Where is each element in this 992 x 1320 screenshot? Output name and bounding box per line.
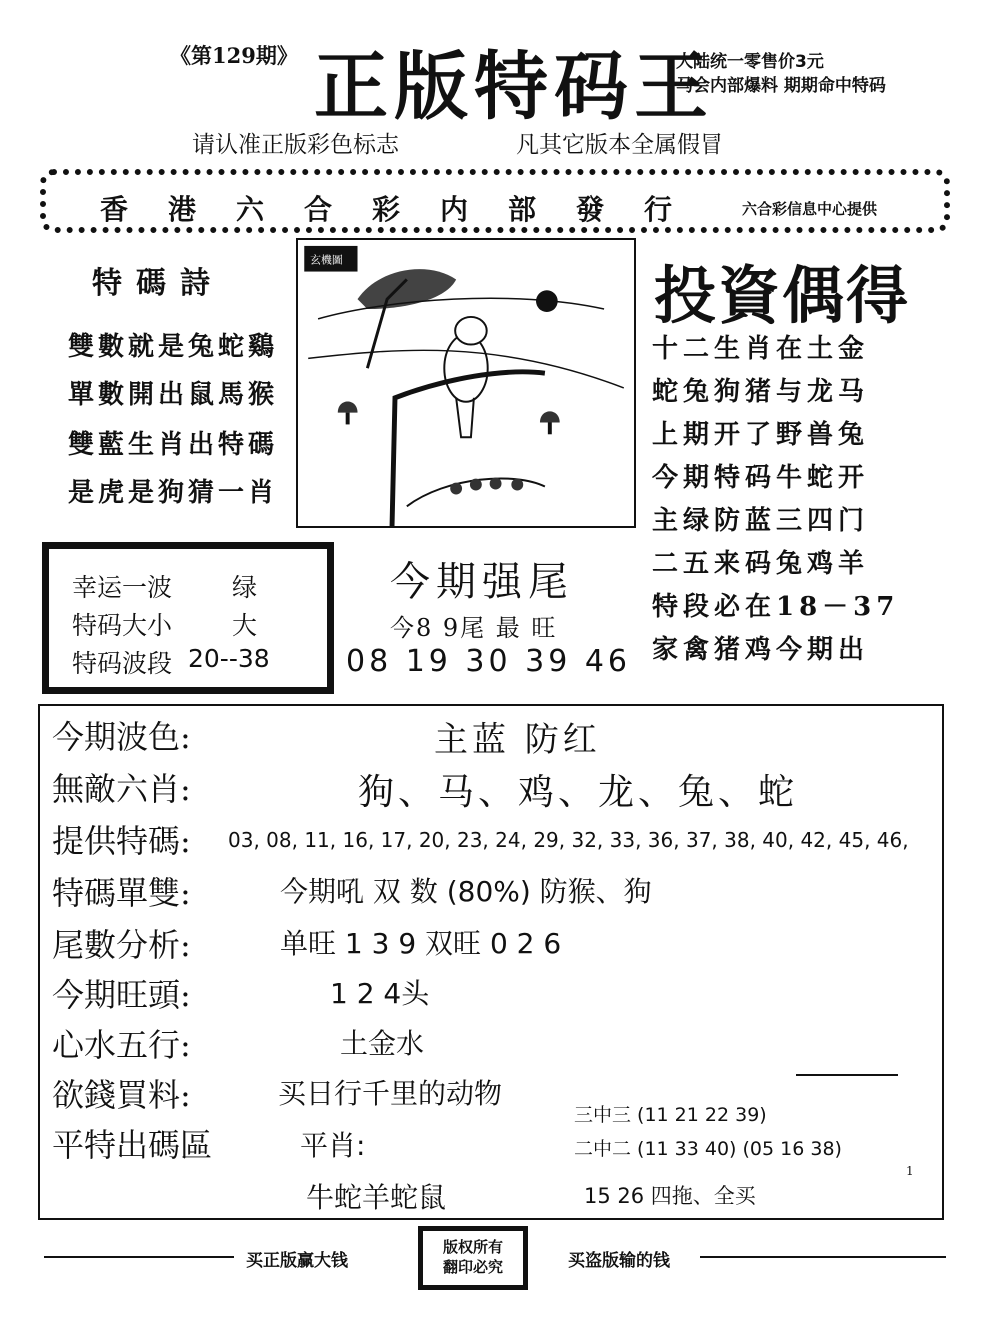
element-value: 土金水 xyxy=(340,1027,425,1060)
codes-value: 03, 08, 11, 16, 17, 20, 23, 24, 29, 32, 33, 36, 37, 38, 40, 42, 45, 46, xyxy=(228,828,909,852)
banner-text: 香港六合彩内部發行 xyxy=(100,193,713,226)
tail-label: 尾數分析: xyxy=(52,926,191,964)
bird-illustration xyxy=(298,240,634,526)
drag-combo: 15 26 四拖、全买 xyxy=(584,1184,756,1208)
bird-tail xyxy=(456,398,474,437)
wave-label: 今期波色: xyxy=(52,718,191,756)
poem-title: 特碼詩 xyxy=(92,266,224,301)
strong-tail-sub: 今8 9尾 最 旺 xyxy=(390,614,558,642)
odd-even-value: 今期吼 双 数 (80%) 防猴、狗 xyxy=(280,875,652,908)
notice-right: 凡其它版本全属假冒 xyxy=(516,132,723,158)
lucky-row xyxy=(72,568,258,604)
lucky-row xyxy=(72,606,258,642)
lucky-value: 20--38 xyxy=(188,644,270,673)
bird-head xyxy=(455,317,487,345)
riddle-picture xyxy=(296,238,636,528)
lucky-value: 大 xyxy=(232,611,258,640)
invest-line: 上期开了野兽兔 xyxy=(652,420,870,450)
price-info xyxy=(676,50,886,98)
six-zodiac-label: 無敵六肖: xyxy=(52,770,191,808)
footer-right-text: 买盗版输的钱 xyxy=(568,1251,670,1271)
footer-line-right xyxy=(700,1256,946,1258)
issue-number: 《第129期》 xyxy=(170,43,298,68)
footer-left-text: 买正版赢大钱 xyxy=(246,1251,348,1271)
footer-line-left xyxy=(44,1256,234,1258)
notice-left: 请认准正版彩色标志 xyxy=(192,132,399,158)
mushroom-right xyxy=(540,411,560,422)
invest-line: 今期特码牛蛇开 xyxy=(652,463,870,493)
divider-line xyxy=(796,1074,898,1076)
invest-line: 十二生肖在土金 xyxy=(652,334,870,364)
lucky-row xyxy=(72,644,270,680)
invest-line: 特段必在18－37 xyxy=(652,592,900,622)
lucky-label: 幸运一波 xyxy=(72,573,173,602)
banner-subtext: 六合彩信息中心提供 xyxy=(742,200,878,218)
element-label: 心水五行: xyxy=(52,1026,191,1064)
invest-line: 蛇兔狗猪与龙马 xyxy=(652,377,870,407)
price-line: 大陆统一零售价3元 xyxy=(676,52,824,72)
poem-line: 單數開出鼠馬猴 xyxy=(68,380,279,410)
poem-line: 雙數就是兔蛇鷄 xyxy=(68,332,279,362)
invest-line: 二五来码兔鸡羊 xyxy=(652,549,870,579)
copyright-line: 版权所有 xyxy=(442,1238,503,1256)
tail-value: 单旺 1 3 9 双旺 0 2 6 xyxy=(280,927,562,960)
copyright-line: 翻印必究 xyxy=(442,1258,503,1276)
invest-line: 家禽猪鸡今期出 xyxy=(652,635,870,665)
lucky-value: 绿 xyxy=(232,573,258,602)
flat-zodiac-label: 平肖: xyxy=(300,1129,366,1162)
picture-caption: 玄機圖 xyxy=(310,253,343,267)
small-mark: 1 xyxy=(906,1164,914,1178)
copyright-box xyxy=(418,1226,528,1290)
strong-tail-numbers: 08 19 30 39 46 xyxy=(346,644,632,679)
six-zodiac-value: 狗、马、鸡、龙、兔、蛇 xyxy=(358,772,799,813)
poem-line: 雙藍生肖出特碼 xyxy=(68,430,279,460)
head-label: 今期旺頭: xyxy=(52,976,191,1014)
mushroom-left xyxy=(338,401,358,412)
odd-even-label: 特碼單雙: xyxy=(52,874,191,912)
poem-line: 是虎是狗猜一肖 xyxy=(68,478,279,508)
lucky-label: 特码大小 xyxy=(72,611,173,640)
head-value: 1 2 4头 xyxy=(330,977,430,1010)
buy-value: 买日行千里的动物 xyxy=(278,1077,503,1110)
codes-label: 提供特碼: xyxy=(52,822,191,860)
two-in-two: 二中二 (11 33 40) (05 16 38) xyxy=(574,1138,842,1160)
slogan-line: 马会内部爆料 期期命中特码 xyxy=(676,76,886,96)
lucky-label: 特码波段 xyxy=(72,649,173,678)
buy-label: 欲錢買料: xyxy=(52,1076,191,1114)
flat-zodiac-value: 牛蛇羊蛇鼠 xyxy=(306,1181,447,1214)
zone-label: 平特出碼區 xyxy=(52,1126,213,1164)
sun xyxy=(536,290,558,312)
three-in-three: 三中三 (11 21 22 39) xyxy=(574,1104,767,1126)
invest-line: 主绿防蓝三四门 xyxy=(652,506,870,536)
invest-title: 投資偶得 xyxy=(654,259,911,332)
strong-tail-title: 今期强尾 xyxy=(390,559,574,605)
hill-line xyxy=(308,350,624,388)
main-branch xyxy=(392,372,545,526)
wave-value: 主蓝 防红 xyxy=(434,720,601,760)
page-title: 正版特码王 xyxy=(314,44,714,130)
